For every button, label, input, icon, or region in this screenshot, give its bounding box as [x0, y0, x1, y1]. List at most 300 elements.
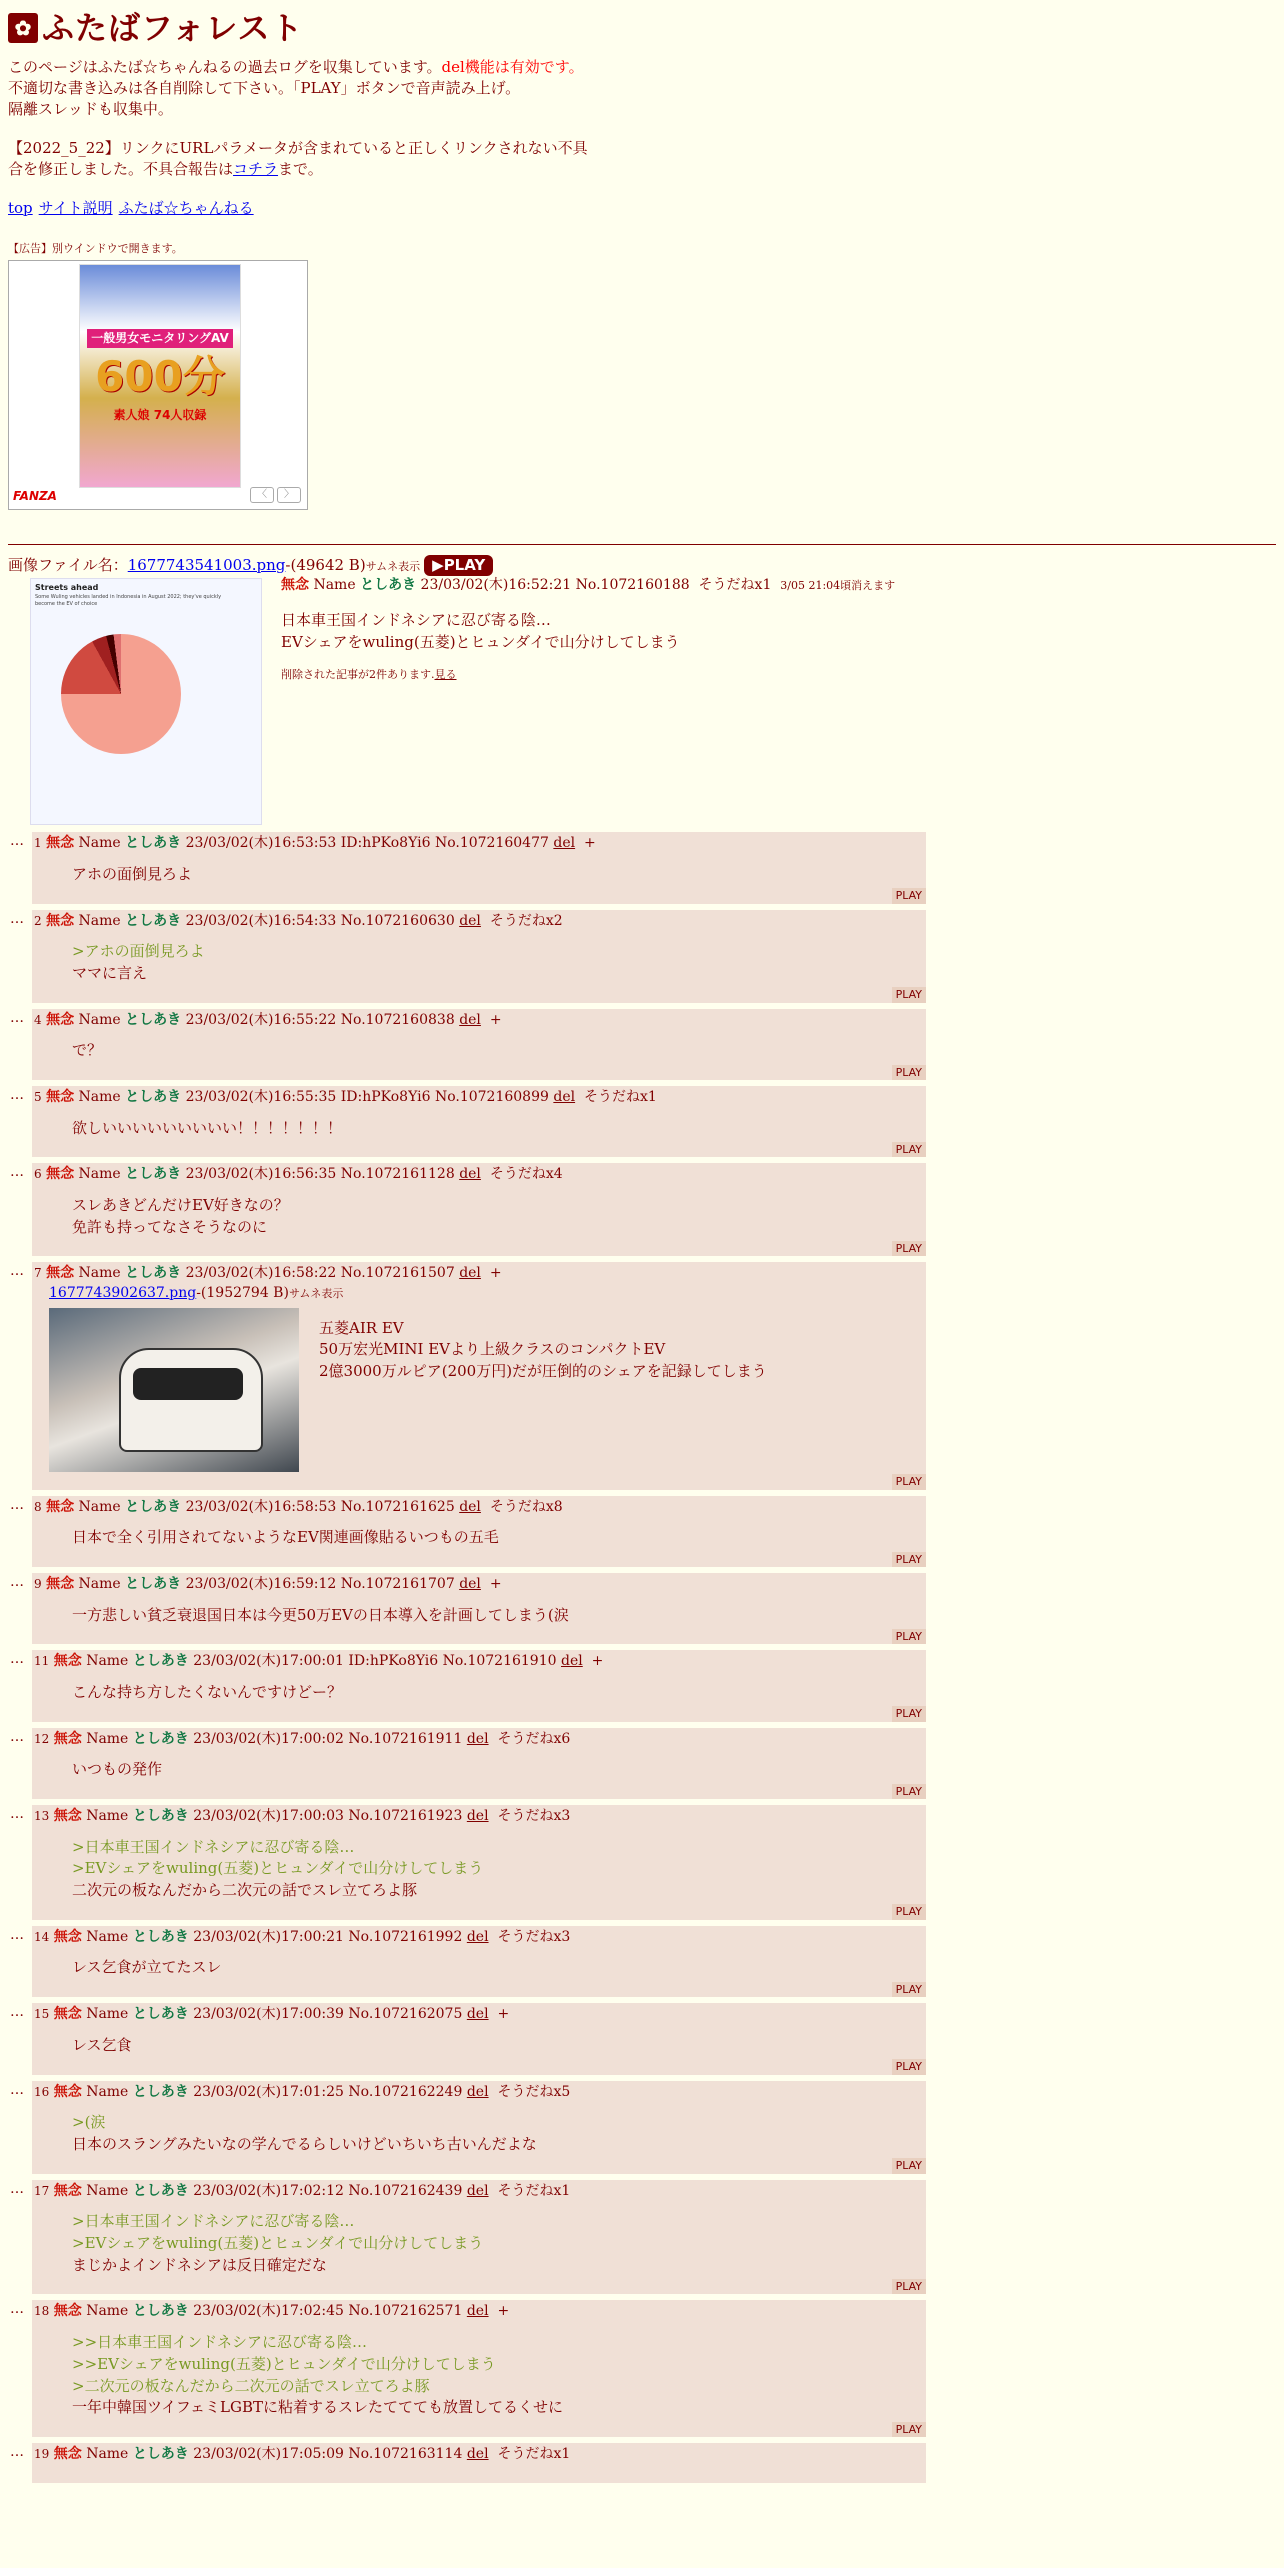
reply-number: No.1072160838	[340, 1011, 455, 1028]
reply-del-link[interactable]: del	[466, 1730, 489, 1747]
reply-number: No.1072162439	[348, 2182, 463, 2199]
reply-name: としあき	[132, 1807, 189, 1824]
reply-header	[34, 1088, 924, 1108]
reply-menu-dots[interactable]: …	[10, 1263, 24, 1280]
reply-date: 23/03/02(木)16:58:53	[185, 1498, 337, 1515]
reply-post	[32, 1496, 926, 1567]
reply-play-button[interactable]: PLAY	[892, 1241, 926, 1256]
reply-subject: 無念	[46, 1265, 75, 1282]
reply-date: 23/03/02(木)17:00:01	[193, 1653, 344, 1670]
futaba-leaf-icon: ✿	[8, 13, 38, 43]
reply-menu-dots[interactable]: …	[10, 1651, 24, 1668]
site-header	[8, 6, 1276, 51]
reply-number: No.1072162249	[348, 2083, 463, 2100]
reply-image-row	[49, 1308, 924, 1472]
reply-text	[72, 1682, 924, 1704]
reply-index: 15	[34, 2007, 50, 2022]
reply-menu-dots[interactable]: …	[10, 1496, 24, 1513]
deleted-show-link[interactable]: 見る	[434, 668, 457, 682]
reply-subject: 無念	[46, 1088, 75, 1105]
reply-subject: 無念	[53, 2303, 82, 2320]
ad-line2: 600分	[95, 351, 225, 401]
reply-soudane[interactable]: そうだねx6	[497, 1730, 571, 1747]
reply-menu-dots[interactable]: …	[10, 1728, 24, 1745]
reply-name-label: Name	[86, 1928, 129, 1945]
reply-subject: 無念	[53, 2446, 82, 2463]
reply-number: No.1072161910	[442, 1653, 557, 1670]
reply-name: としあき	[125, 912, 182, 929]
op-file-link[interactable]: 1677743541003.png	[127, 556, 286, 575]
reply-number: No.1072160477	[434, 835, 549, 852]
reply-index: 5	[34, 1089, 42, 1104]
reply-play-button[interactable]: PLAY	[892, 1142, 926, 1157]
reply-index: 2	[34, 913, 42, 928]
fanza-logo: FANZA	[13, 489, 57, 504]
reply-subject: 無念	[46, 912, 75, 929]
reply-line: 一年中韓国ツイフェミLGBTに粘着するスレたててても放置してるくせに	[72, 2398, 564, 2417]
reply-index: 6	[34, 1167, 42, 1182]
reply-post	[32, 910, 926, 1003]
notice	[8, 138, 598, 180]
reply-del-link[interactable]: del	[561, 1653, 583, 1670]
reply-soudane[interactable]: そうだねx2	[489, 912, 563, 929]
reply-header	[34, 912, 924, 932]
reply-play-button[interactable]: PLAY	[892, 1065, 926, 1080]
reply-post	[32, 2003, 926, 2074]
site-title: ふたばフォレスト	[42, 9, 304, 47]
reply-header	[34, 1928, 924, 1948]
notice-end: まで。	[278, 159, 323, 178]
reply-line: 五菱AIR EV	[319, 1318, 404, 1337]
reply-soudane[interactable]: そうだねx3	[497, 1928, 571, 1945]
reply-date: 23/03/02(木)17:00:39	[193, 2006, 344, 2023]
reply-number: No.1072161992	[348, 1928, 463, 1945]
car-graphic	[119, 1348, 263, 1452]
reply-post	[32, 2443, 926, 2483]
reply-subject: 無念	[46, 1011, 75, 1028]
thumb-title: Streets ahead	[35, 583, 99, 593]
reply-menu-dots[interactable]: …	[10, 2444, 24, 2461]
ad-arrows	[250, 487, 301, 503]
op-file-info	[8, 555, 1276, 576]
reply-header	[34, 1264, 924, 1284]
reply-soudane[interactable]: そうだねx1	[584, 1088, 657, 1105]
deleted-text: 削除された記事が2件あります.	[281, 668, 435, 682]
reply-line: いつもの発作	[72, 1760, 163, 1779]
reply-header	[34, 1807, 924, 1827]
reply-play-button[interactable]: PLAY	[892, 1982, 926, 1997]
reply-name: としあき	[132, 1730, 189, 1747]
reply-name-label: Name	[86, 2303, 129, 2320]
reply-post	[32, 1086, 926, 1157]
reply-post	[32, 1728, 926, 1799]
reply-number: No.1072162075	[348, 2006, 463, 2023]
reply-text	[72, 1118, 924, 1140]
reply-del-link[interactable]: del	[466, 1807, 489, 1824]
reply-post	[32, 832, 926, 903]
reply-row	[8, 1805, 1276, 1920]
reply-line: 一方悲しい貧乏衰退国日本は今更50万EVの日本導入を計画してしまう(涙	[72, 1605, 569, 1624]
reply-quote: >(涙	[72, 2113, 106, 2132]
reply-index: 17	[34, 2183, 50, 2198]
reply-number: No.1072161923	[348, 1807, 463, 1824]
reply-subject: 無念	[53, 2083, 82, 2100]
reply-number: No.1072160899	[434, 1088, 549, 1105]
reply-line: レス乞食が立てたスレ	[72, 1958, 222, 1977]
reply-date: 23/03/02(木)16:58:22	[185, 1265, 337, 1282]
reply-line: レス乞食	[72, 2035, 132, 2054]
reply-name-label: Name	[86, 1807, 129, 1824]
reply-soudane[interactable]: +	[591, 1653, 604, 1670]
reply-file-info	[49, 1284, 924, 1304]
reply-header	[34, 1730, 924, 1750]
reply-index: 4	[34, 1012, 42, 1027]
reply-soudane[interactable]: そうだねx3	[497, 1807, 571, 1824]
ad-prev-button[interactable]: 〈	[250, 487, 274, 503]
reply-play-button[interactable]: PLAY	[892, 888, 926, 903]
reply-menu-dots[interactable]: …	[10, 1164, 24, 1181]
op-file-size: -(49642 B)	[285, 556, 366, 575]
reply-subject: 無念	[53, 1928, 82, 1945]
reply-del-link[interactable]: del	[459, 912, 481, 929]
reply-play-button[interactable]: PLAY	[892, 2059, 926, 2074]
reply-post	[32, 2180, 926, 2295]
op-thumb-toggle[interactable]: サムネ表示	[365, 560, 421, 574]
reply-name: としあき	[132, 2006, 189, 2023]
reply-name: としあき	[125, 1498, 182, 1515]
reply-play-button[interactable]: PLAY	[892, 1706, 926, 1721]
reply-text	[72, 1527, 924, 1549]
reply-name-label: Name	[86, 2006, 129, 2023]
reply-menu-dots[interactable]: …	[10, 1926, 24, 1943]
reply-row	[8, 1163, 1276, 1256]
reply-menu-dots[interactable]: …	[10, 1086, 24, 1103]
report-link[interactable]: コチラ	[233, 159, 279, 178]
reply-date: 23/03/02(木)17:01:25	[193, 2083, 344, 2100]
reply-soudane[interactable]: そうだねx4	[489, 1166, 563, 1183]
reply-subject: 無念	[46, 835, 75, 852]
reply-name-label: Name	[78, 1575, 121, 1592]
reply-line: まじかよインドネシアは反日確定だな	[72, 2255, 327, 2274]
reply-play-button[interactable]: PLAY	[892, 987, 926, 1002]
reply-text	[72, 1759, 924, 1781]
reply-date: 23/03/02(木)16:54:33	[185, 912, 337, 929]
reply-name: としあき	[125, 1166, 182, 1183]
reply-play-button[interactable]: PLAY	[892, 2158, 926, 2173]
reply-post	[32, 1805, 926, 1920]
ad-next-button[interactable]: 〉	[277, 487, 301, 503]
reply-line: 免許も持ってなさそうなのに	[72, 1217, 268, 1236]
site-intro	[8, 57, 598, 120]
file-label: 画像ファイル名：	[8, 556, 128, 575]
reply-row	[8, 1650, 1276, 1721]
reply-text	[319, 1318, 767, 1472]
reply-name-label: Name	[86, 1730, 129, 1747]
reply-row	[8, 1728, 1276, 1799]
ad-banner[interactable]	[8, 260, 308, 510]
reply-play-button[interactable]: PLAY	[892, 1474, 926, 1489]
reply-text	[72, 2035, 924, 2057]
reply-menu-dots[interactable]: …	[10, 910, 24, 927]
reply-row	[8, 2180, 1276, 2295]
reply-row	[8, 1496, 1276, 1567]
reply-name: としあき	[132, 1653, 189, 1670]
intro-text-3: 隔離スレッドも収集中。	[8, 99, 173, 118]
reply-quote: >日本車王国インドネシアに忍び寄る陰…	[72, 2212, 355, 2231]
reply-index: 11	[34, 1654, 50, 1669]
reply-name: としあき	[132, 2083, 189, 2100]
reply-menu-dots[interactable]: …	[10, 2004, 24, 2021]
reply-post	[32, 1163, 926, 1256]
reply-date: 23/03/02(木)16:55:22	[185, 1011, 337, 1028]
op-line: 日本車王国インドネシアに忍び寄る陰…	[281, 610, 551, 629]
reply-header	[34, 1011, 924, 1031]
reply-subject: 無念	[53, 1807, 82, 1824]
reply-id: ID:hPKo8Yi6	[348, 1653, 439, 1670]
reply-post	[32, 1650, 926, 1721]
reply-name-label: Name	[86, 2083, 129, 2100]
reply-date: 23/03/02(木)17:02:45	[193, 2303, 344, 2320]
ad-line1: 一般男女モニタリングAV	[87, 329, 233, 348]
reply-row	[8, 832, 1276, 903]
reply-quote: >EVシェアをwuling(五菱)とヒュンダイで山分けしてしまう	[72, 2233, 484, 2252]
reply-soudane[interactable]: +	[497, 2303, 510, 2320]
reply-play-button[interactable]: PLAY	[892, 1552, 926, 1567]
reply-name-label: Name	[78, 835, 121, 852]
reply-index: 19	[34, 2447, 50, 2462]
op-number: No.1072160188	[575, 577, 690, 594]
reply-text	[72, 941, 924, 985]
reply-name-label: Name	[78, 912, 121, 929]
notice-text: 【2022_5_22】リンクにURLパラメータが含まれていると正しくリンクされない不具合を修正しました。不具合報告は	[8, 138, 588, 178]
reply-date: 23/03/02(木)16:56:35	[185, 1166, 337, 1183]
nav-links	[8, 198, 1276, 219]
op-line: EVシェアをwuling(五菱)とヒュンダイで山分けしてしまう	[281, 632, 680, 651]
reply-menu-dots[interactable]: …	[10, 2301, 24, 2318]
reply-index: 1	[34, 836, 42, 851]
reply-play-button[interactable]: PLAY	[892, 1904, 926, 1919]
reply-del-link[interactable]: del	[553, 1088, 576, 1105]
reply-del-link[interactable]: del	[459, 1265, 481, 1282]
reply-name-label: Name	[78, 1011, 121, 1028]
reply-name: としあき	[132, 2446, 189, 2463]
reply-play-button[interactable]: PLAY	[892, 1784, 926, 1799]
reply-menu-dots[interactable]: …	[10, 833, 24, 850]
del-enabled-text: del機能は有効です。	[441, 57, 584, 76]
reply-name-label: Name	[86, 2182, 129, 2199]
reply-number: No.1072163114	[348, 2446, 463, 2463]
reply-quote: >日本車王国インドネシアに忍び寄る陰…	[72, 1837, 355, 1856]
reply-name-label: Name	[78, 1088, 121, 1105]
op-subject: 無念	[281, 577, 309, 594]
reply-name: としあき	[125, 1011, 182, 1028]
reply-del-link[interactable]: del	[466, 2083, 489, 2100]
reply-del-link[interactable]: del	[466, 2182, 489, 2199]
reply-number: No.1072162571	[348, 2303, 463, 2320]
reply-del-link[interactable]: del	[466, 2006, 489, 2023]
reply-post	[32, 1009, 926, 1080]
op-name-label: Name	[313, 577, 356, 594]
reply-post	[32, 1926, 926, 1997]
reply-soudane[interactable]: +	[584, 835, 596, 852]
thumb-subtitle: Some Wuling vehicles landed in Indonesia in August 2022; they've quickly become the EV of choice	[35, 594, 222, 608]
reply-menu-dots[interactable]: …	[10, 1573, 24, 1590]
reply-header	[34, 2302, 924, 2322]
ad-line3: 素人娘 74人収録	[113, 407, 207, 422]
reply-post	[32, 1262, 926, 1489]
reply-subject: 無念	[53, 1653, 82, 1670]
reply-del-link[interactable]: del	[459, 1575, 481, 1592]
reply-number: No.1072161128	[340, 1166, 455, 1183]
op-play-label: PLAY	[443, 556, 486, 575]
reply-number: No.1072161707	[340, 1575, 455, 1592]
reply-line: アホの面倒見ろよ	[72, 864, 193, 883]
op-thumbnail[interactable]	[30, 578, 262, 825]
reply-index: 7	[34, 1266, 42, 1281]
reply-thumbnail[interactable]	[49, 1308, 299, 1472]
reply-index: 13	[34, 1808, 50, 1823]
reply-file-size: -(1952794 B)	[196, 1285, 289, 1301]
reply-soudane[interactable]: そうだねx1	[497, 2182, 571, 2199]
reply-date: 23/03/02(木)17:00:02	[193, 1730, 344, 1747]
reply-line: 日本で全く引用されてないようなEV関連画像貼るいつもの五毛	[72, 1528, 499, 1547]
reply-play-button[interactable]: PLAY	[892, 2279, 926, 2294]
reply-name: としあき	[132, 1928, 189, 1945]
reply-header	[34, 2005, 924, 2025]
reply-header	[34, 2182, 924, 2202]
reply-header	[34, 1165, 924, 1185]
reply-name: としあき	[132, 2182, 189, 2199]
reply-line: 欲しいいいいいいいいい！！！！！！！	[72, 1118, 343, 1137]
reply-soudane[interactable]: +	[497, 2006, 510, 2023]
reply-date: 23/03/02(木)17:05:09	[193, 2446, 344, 2463]
reply-subject: 無念	[53, 2182, 82, 2199]
op-name: としあき	[360, 577, 417, 594]
nav-about-link[interactable]: サイト説明	[38, 198, 113, 217]
reply-del-link[interactable]: del	[553, 835, 576, 852]
reply-id: ID:hPKo8Yi6	[340, 835, 431, 852]
reply-soudane[interactable]: そうだねx8	[489, 1498, 563, 1515]
reply-post	[32, 2081, 926, 2174]
reply-menu-dots[interactable]: …	[10, 1009, 24, 1026]
reply-header	[34, 1498, 924, 1518]
reply-soudane[interactable]: そうだねx1	[497, 2446, 571, 2463]
reply-subject: 無念	[53, 1730, 82, 1747]
nav-futaba-link[interactable]: ふたば☆ちゃんねる	[118, 198, 254, 217]
reply-date: 23/03/02(木)16:59:12	[185, 1575, 337, 1592]
reply-quote: >二次元の板なんだから二次元の話でスレ立てろよ豚	[72, 2376, 430, 2395]
reply-index: 18	[34, 2304, 50, 2319]
reply-quote: >アホの面倒見ろよ	[72, 942, 205, 961]
op-post	[8, 576, 1276, 826]
reply-row	[8, 1086, 1276, 1157]
nav-top-link[interactable]: top	[8, 198, 33, 217]
reply-text	[72, 2112, 924, 2156]
op-soudane[interactable]: そうだねx1	[698, 577, 772, 594]
reply-name: としあき	[125, 1265, 182, 1282]
reply-line: 二次元の板なんだから二次元の話でスレ立てろよ豚	[72, 1881, 418, 1900]
reply-header	[34, 2445, 924, 2465]
reply-del-link[interactable]: del	[466, 2303, 489, 2320]
reply-index: 9	[34, 1576, 42, 1591]
reply-line: スレあきどんだけEV好きなの？	[72, 1195, 289, 1214]
reply-soudane[interactable]: +	[489, 1575, 502, 1592]
reply-file-link[interactable]: 1677743902637.png	[49, 1285, 197, 1301]
reply-post	[32, 1573, 926, 1644]
op-header	[281, 576, 895, 596]
reply-name-label: Name	[78, 1265, 121, 1282]
reply-header	[34, 2083, 924, 2103]
intro-text-2: 不適切な書き込みは各自削除して下さい。「PLAY」ボタンで音声読み上げ。	[8, 78, 521, 97]
op-expire: 3/05 21:04頃消えます	[780, 579, 896, 593]
reply-header	[34, 834, 924, 854]
reply-name-label: Name	[86, 2446, 129, 2463]
reply-play-button[interactable]: PLAY	[892, 2422, 926, 2437]
reply-text	[72, 1195, 924, 1239]
ad-image[interactable]	[79, 264, 241, 488]
reply-play-button[interactable]: PLAY	[892, 1629, 926, 1644]
reply-id: ID:hPKo8Yi6	[340, 1088, 431, 1105]
reply-line: 50万宏光MINI EVより上級クラスのコンパクトEV	[319, 1340, 666, 1359]
reply-header	[34, 1652, 924, 1672]
reply-soudane[interactable]: +	[489, 1265, 502, 1282]
reply-line: ママに言え	[72, 963, 148, 982]
op-play-button[interactable]: ▶PLAY	[424, 555, 493, 576]
intro-text: このページはふたば☆ちゃんねるの過去ログを収集しています。	[8, 57, 442, 76]
reply-line: こんな持ち方したくないんですけどー？	[72, 1682, 343, 1701]
reply-date: 23/03/02(木)16:55:35	[185, 1088, 337, 1105]
reply-row	[8, 1926, 1276, 1997]
reply-name-label: Name	[78, 1498, 121, 1515]
reply-del-link[interactable]: del	[466, 1928, 489, 1945]
reply-text	[72, 1837, 924, 1902]
reply-soudane[interactable]: +	[489, 1011, 502, 1028]
reply-list	[8, 832, 1276, 2482]
reply-line: で？	[72, 1041, 103, 1060]
reply-soudane[interactable]: そうだねx5	[497, 2083, 571, 2100]
reply-thumb-toggle[interactable]: サムネ表示	[288, 1287, 344, 1300]
reply-quote: >EVシェアをwuling(五菱)とヒュンダイで山分けしてしまう	[72, 1859, 484, 1878]
reply-name: としあき	[132, 2303, 189, 2320]
reply-del-link[interactable]: del	[459, 1011, 481, 1028]
reply-number: No.1072161911	[348, 1730, 463, 1747]
reply-del-link[interactable]: del	[466, 2446, 489, 2463]
reply-menu-dots[interactable]: …	[10, 2180, 24, 2197]
reply-row	[8, 910, 1276, 1003]
reply-post	[32, 2300, 926, 2437]
reply-menu-dots[interactable]: …	[10, 1805, 24, 1822]
reply-menu-dots[interactable]: …	[10, 2081, 24, 2098]
reply-row	[8, 2081, 1276, 2174]
op-date: 23/03/02(木)16:52:21	[420, 577, 572, 594]
ad-label: 【広告】別ウインドウで開きます。	[8, 241, 183, 255]
divider	[8, 544, 1276, 545]
reply-line: 日本のスラングみたいなの学んでるらしいけどいちいち古いんだよな	[72, 2134, 537, 2153]
reply-date: 23/03/02(木)16:53:53	[185, 835, 337, 852]
reply-index: 16	[34, 2084, 50, 2099]
reply-row	[8, 1573, 1276, 1644]
reply-row	[8, 2300, 1276, 2437]
reply-row	[8, 1009, 1276, 1080]
reply-del-link[interactable]: del	[459, 1166, 481, 1183]
reply-text	[72, 1957, 924, 1979]
reply-name-label: Name	[78, 1166, 121, 1183]
reply-index: 14	[34, 1929, 50, 1944]
reply-index: 12	[34, 1731, 50, 1746]
reply-number: No.1072160630	[340, 912, 455, 929]
reply-row	[8, 2003, 1276, 2074]
reply-del-link[interactable]: del	[459, 1498, 481, 1515]
